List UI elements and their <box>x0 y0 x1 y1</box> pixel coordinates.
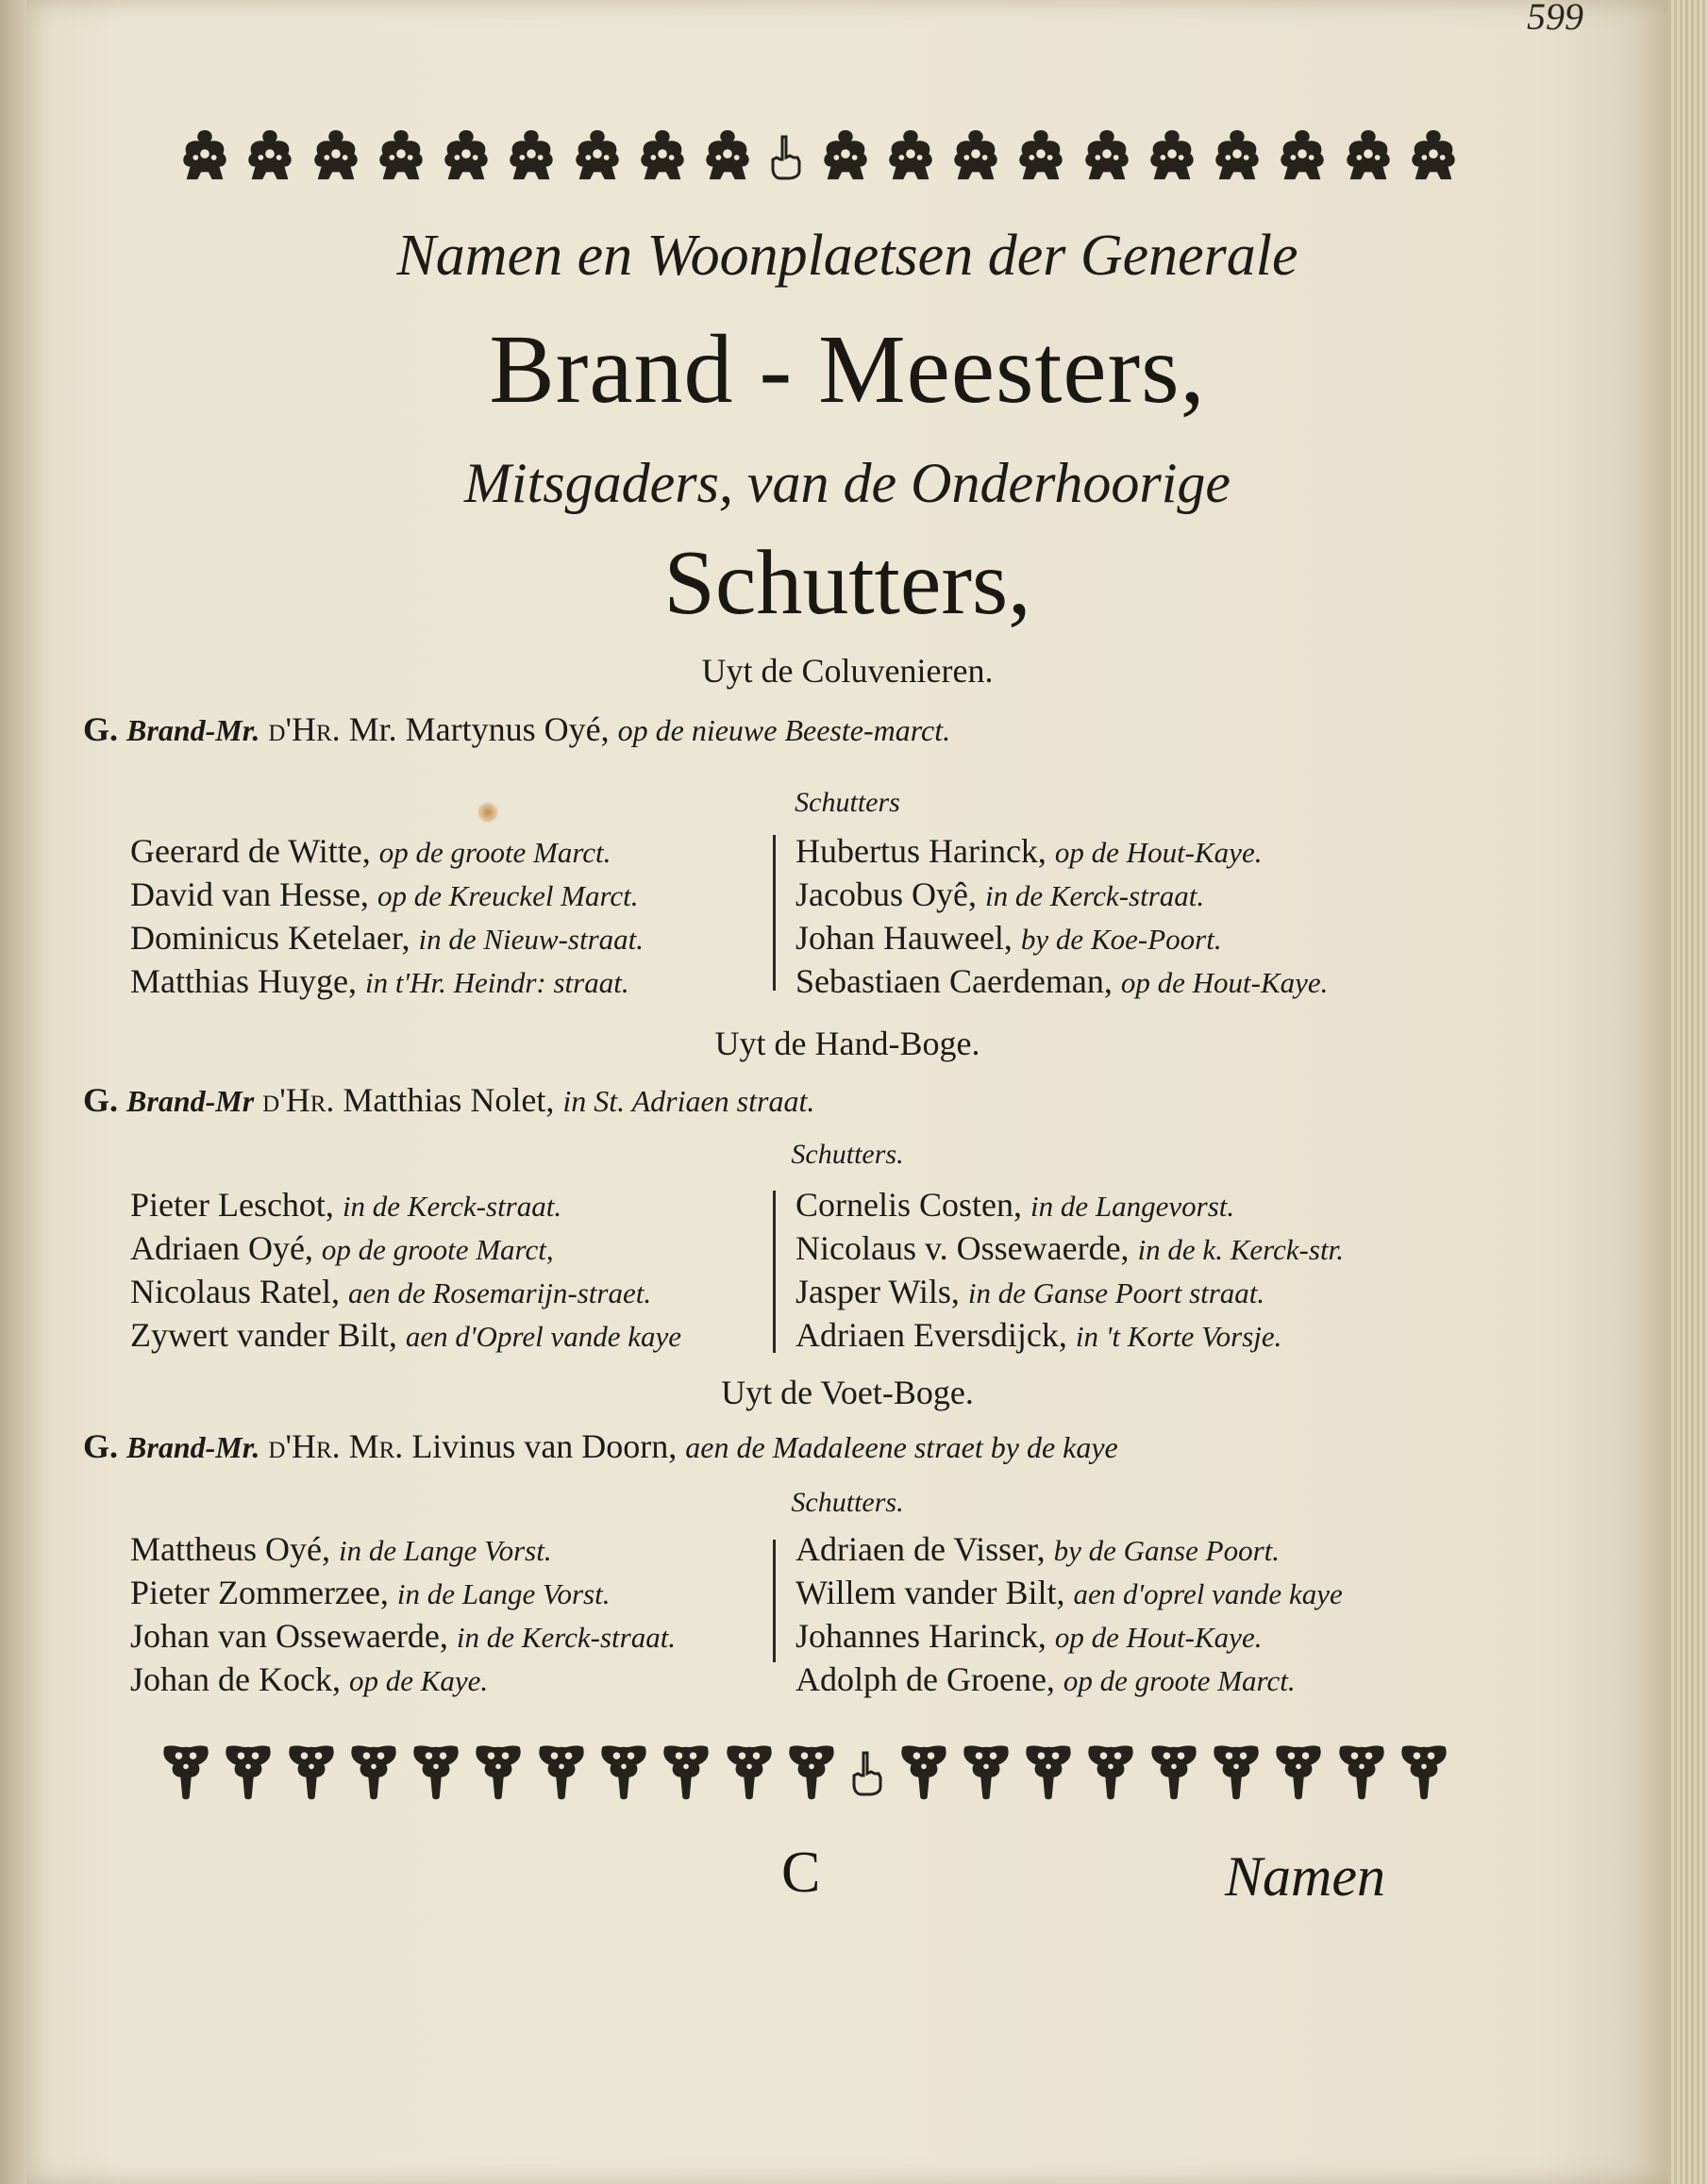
general-brandmeester-line <box>83 1426 1118 1466</box>
list-item: Johannes Harinck, op de Hout-Kaye. <box>795 1617 1263 1655</box>
title-line-3: Mitsgaders, van de Onderhoorige <box>463 452 1231 514</box>
page-stack-edge <box>1668 0 1708 2184</box>
gm-prefix: G. <box>83 710 119 748</box>
bottom-fleuron-icon <box>1271 1742 1326 1804</box>
schutters-left-column <box>130 1528 676 1702</box>
list-item: David van Hesse, op de Kreuckel Marct. <box>130 875 639 913</box>
top-fleuron-icon <box>635 125 690 188</box>
top-fleuron-icon <box>439 125 494 188</box>
top-fleuron-icon <box>570 125 625 188</box>
list-item: Jacobus Oyê, in de Kerck-straat. <box>795 875 1205 913</box>
top-fleuron-icon <box>1275 125 1330 188</box>
top-fleuron-icon <box>948 125 1003 188</box>
bottom-fleuron-icon <box>1209 1742 1264 1804</box>
top-fleuron-icon <box>243 125 297 188</box>
gm-prefix: G. <box>83 1081 119 1119</box>
bottom-fleuron-icon <box>1083 1742 1138 1804</box>
top-fleuron-icon <box>374 125 428 188</box>
gm-address: aen de Madaleene straet by de kaye <box>685 1430 1118 1464</box>
list-item: Pieter Zommerzee, in de Lange Vorst. <box>130 1574 611 1611</box>
column-divider <box>773 1191 776 1353</box>
list-item: Dominicus Ketelaer, in de Nieuw-straat. <box>130 919 644 957</box>
list-item: Matthias Huyge, in t'Hr. Heindr: straat. <box>130 962 629 1000</box>
bottom-fleuron-icon <box>959 1742 1013 1804</box>
bottom-fleuron-icon <box>722 1742 777 1804</box>
pointing-hand-icon <box>765 133 807 180</box>
list-item: Zywert vander Bilt, aen d'Oprel vande kaye <box>130 1316 682 1354</box>
top-fleuron-icon <box>883 125 938 188</box>
catchword: Namen <box>1225 1845 1385 1908</box>
gm-honorific: d'Hr. <box>268 710 341 748</box>
general-brandmeester-line <box>83 709 950 749</box>
schutters-subheading: Schutters. <box>791 1139 904 1170</box>
gm-name: Mr. Martynus Oyé, <box>348 710 610 748</box>
top-fleuron-icon <box>177 125 232 188</box>
gm-address: in St. Adriaen straat. <box>562 1084 815 1118</box>
bottom-fleuron-icon <box>409 1742 463 1804</box>
folio-number: 599 <box>1527 0 1583 38</box>
bottom-fleuron-icon <box>1021 1742 1076 1804</box>
list-item: Johan Hauweel, by de Koe-Poort. <box>795 919 1222 957</box>
top-fleuron-icon <box>504 125 559 188</box>
signature-mark: C <box>781 1841 821 1905</box>
list-item: Willem vander Bilt, aen d'oprel vande kaye <box>795 1574 1343 1611</box>
list-item: Mattheus Oyé, in de Lange Vorst. <box>130 1530 552 1568</box>
bottom-fleuron-icon <box>159 1742 213 1804</box>
top-fleuron-icon <box>309 125 363 188</box>
gm-title: Brand-Mr. <box>126 713 260 747</box>
list-item: Nicolaus v. Ossewaerde, in de k. Kerck-str. <box>795 1229 1344 1267</box>
gm-name: Matthias Nolet, <box>343 1081 555 1119</box>
bottom-fleuron-icon <box>284 1742 339 1804</box>
top-fleuron-icon <box>1013 125 1068 188</box>
list-item: Cornelis Costen, in de Langevorst. <box>795 1186 1235 1224</box>
schutters-subheading: Schutters. <box>791 1487 904 1518</box>
pointing-hand-icon <box>846 1749 888 1796</box>
list-item: Jasper Wils, in de Ganse Poort straat. <box>795 1273 1265 1310</box>
top-fleuron-icon <box>1406 125 1461 188</box>
top-fleuron-icon <box>1145 125 1199 188</box>
title-line-4: Schutters, <box>663 532 1031 634</box>
list-item: Geerard de Witte, op de groote Marct. <box>130 832 611 870</box>
list-item: Adolph de Groene, op de groote Marct. <box>795 1660 1296 1698</box>
list-item: Adriaen de Visser, by de Ganse Poort. <box>795 1530 1280 1568</box>
bottom-ornament-row <box>159 1734 1451 1811</box>
bottom-fleuron-icon <box>534 1742 589 1804</box>
gm-address: op de nieuwe Beeste-marct. <box>617 713 951 747</box>
bottom-fleuron-icon <box>659 1742 713 1804</box>
schutters-right-column <box>795 830 1328 1004</box>
gm-title: Brand-Mr <box>126 1084 255 1118</box>
schutters-left-column <box>130 830 644 1004</box>
top-fleuron-icon <box>700 125 755 188</box>
schutters-left-column <box>130 1184 681 1358</box>
section-heading: Uyt de Coluvenieren. <box>701 652 994 690</box>
binding-edge <box>0 0 26 2184</box>
list-item: Hubertus Harinck, op de Hout-Kaye. <box>795 832 1263 870</box>
column-divider <box>773 835 776 991</box>
title-line-2: Brand - Meesters, <box>489 315 1206 424</box>
schutters-right-column <box>795 1528 1343 1702</box>
list-item: Nicolaus Ratel, aen de Rosemarijn-straet. <box>130 1273 652 1310</box>
schutters-subheading: Schutters <box>795 787 900 818</box>
general-brandmeester-line <box>83 1080 814 1120</box>
bottom-fleuron-icon <box>1147 1742 1201 1804</box>
bottom-fleuron-icon <box>1334 1742 1389 1804</box>
bottom-fleuron-icon <box>1397 1742 1451 1804</box>
list-item: Adriaen Eversdijck, in 't Korte Vorsje. <box>795 1316 1282 1354</box>
section-heading: Uyt de Voet-Boge. <box>721 1374 974 1411</box>
bottom-fleuron-icon <box>896 1742 951 1804</box>
gm-prefix: G. <box>83 1427 119 1465</box>
list-item: Johan van Ossewaerde, in de Kerck-straat. <box>130 1617 677 1655</box>
gm-title: Brand-Mr. <box>126 1430 260 1464</box>
top-fleuron-icon <box>1341 125 1396 188</box>
list-item: Johan de Kock, op de Kaye. <box>130 1660 489 1698</box>
bottom-fleuron-icon <box>471 1742 526 1804</box>
bottom-fleuron-icon <box>221 1742 276 1804</box>
section-heading: Uyt de Hand-Boge. <box>714 1025 980 1062</box>
top-fleuron-icon <box>818 125 873 188</box>
title-line-1: Namen en Woonplaetsen der Generale <box>396 224 1298 288</box>
top-fleuron-icon <box>1210 125 1264 188</box>
gm-honorific: d'Hr. Mr. <box>268 1427 404 1465</box>
document-page <box>26 0 1668 2184</box>
top-fleuron-icon <box>1080 125 1134 188</box>
list-item: Sebastiaen Caerdeman, op de Hout-Kaye. <box>795 962 1329 1000</box>
schutters-right-column <box>795 1184 1344 1358</box>
bottom-fleuron-icon <box>596 1742 651 1804</box>
list-item: Adriaen Oyé, op de groote Marct, <box>130 1229 554 1267</box>
column-divider <box>773 1540 776 1662</box>
gm-name: Livinus van Doorn, <box>411 1427 678 1465</box>
list-item: Pieter Leschot, in de Kerck-straat. <box>130 1186 562 1224</box>
top-ornament-row <box>177 123 1461 191</box>
bottom-fleuron-icon <box>346 1742 401 1804</box>
gm-honorific: d'Hr. <box>262 1081 335 1119</box>
bottom-fleuron-icon <box>784 1742 839 1804</box>
